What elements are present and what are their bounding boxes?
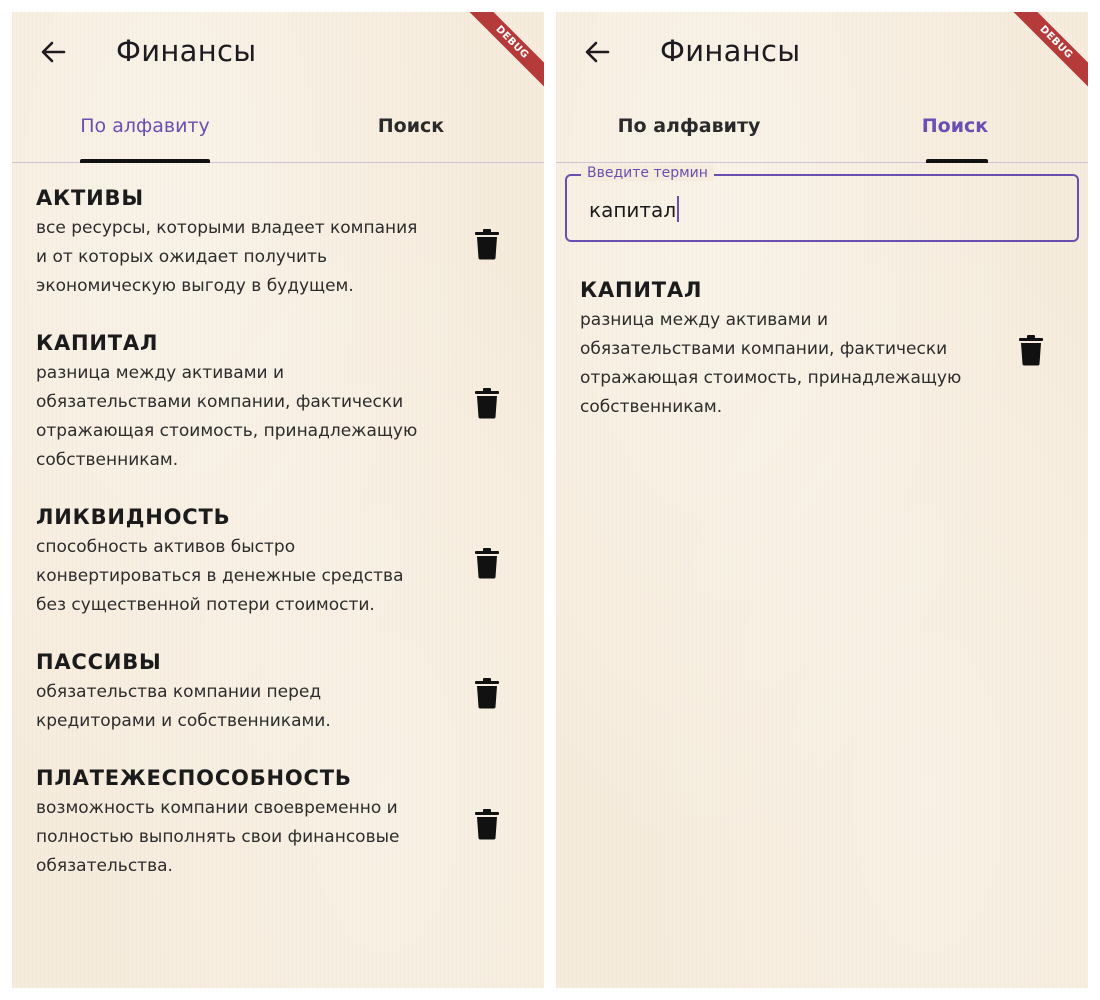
text-cursor — [677, 196, 679, 222]
trash-icon — [474, 228, 500, 260]
tab-bar — [12, 102, 544, 163]
term-title: КАПИТАЛ — [36, 331, 159, 355]
term-title: ПАССИВЫ — [36, 650, 162, 674]
term-description: возможность компании своевременно и полностью выполнять свои финансовые обязательства. — [36, 798, 400, 876]
search-input[interactable] — [589, 196, 679, 222]
page-title: Финансы — [116, 34, 257, 68]
back-button[interactable] — [580, 34, 616, 70]
search-input-value: капитал — [589, 198, 677, 222]
search-label: Введите термин — [581, 165, 714, 181]
back-button[interactable] — [36, 34, 72, 70]
list-item — [36, 182, 544, 301]
delete-button[interactable] — [474, 677, 500, 709]
trash-icon — [474, 387, 500, 419]
tab-search[interactable]: Поиск — [921, 115, 989, 137]
term-description: все ресурсы, которыми владеет компания и от которых ожидает получить экономическую выгоду в будущем. — [36, 218, 418, 296]
list-item — [36, 327, 544, 475]
term-title: ЛИКВИДНОСТЬ — [36, 505, 231, 529]
trash-icon — [474, 808, 500, 840]
screen-alphabetical — [12, 12, 544, 988]
screen-search — [556, 12, 1088, 988]
trash-icon — [474, 677, 500, 709]
arrow-left-icon — [580, 34, 616, 70]
arrow-left-icon — [36, 34, 72, 70]
delete-button[interactable] — [1018, 334, 1044, 366]
debug-banner-label: DEBUG — [464, 12, 544, 91]
tab-search[interactable]: Поиск — [377, 115, 445, 137]
tab-alphabetical[interactable]: По алфавиту — [617, 115, 761, 137]
debug-banner-label: DEBUG — [1008, 12, 1088, 91]
tab-alphabetical[interactable]: По алфавиту — [80, 115, 210, 137]
delete-button[interactable] — [474, 387, 500, 419]
term-description: разница между активами и обязательствами компании, фактически отражающая стоимость, принадлежащую собственникам. — [580, 310, 962, 417]
tab-bar — [556, 102, 1088, 163]
term-description: способность активов быстро конвертироваться в денежные средства без существенной потери стоимости. — [36, 537, 404, 615]
app-bar — [12, 12, 544, 92]
list-item — [36, 501, 544, 620]
tab-indicator — [926, 159, 988, 163]
term-title: ПЛАТЕЖЕСПОСОБНОСТЬ — [36, 766, 352, 790]
term-description: обязательства компании перед кредиторами и собственниками. — [36, 682, 331, 731]
list-item — [36, 646, 544, 736]
delete-button[interactable] — [474, 228, 500, 260]
delete-button[interactable] — [474, 547, 500, 579]
search-results — [580, 274, 1088, 448]
tab-indicator — [80, 159, 210, 163]
page-title: Финансы — [660, 34, 801, 68]
search-field[interactable] — [565, 165, 1079, 242]
term-description: разница между активами и обязательствами компании, фактически отражающая стоимость, принадлежащую собственникам. — [36, 363, 418, 470]
term-list — [36, 182, 544, 907]
list-item — [36, 762, 544, 881]
trash-icon — [1018, 334, 1044, 366]
trash-icon — [474, 547, 500, 579]
delete-button[interactable] — [474, 808, 500, 840]
list-item — [580, 274, 1088, 422]
term-title: АКТИВЫ — [36, 186, 144, 210]
term-title: КАПИТАЛ — [580, 278, 703, 302]
app-bar — [556, 12, 1088, 92]
